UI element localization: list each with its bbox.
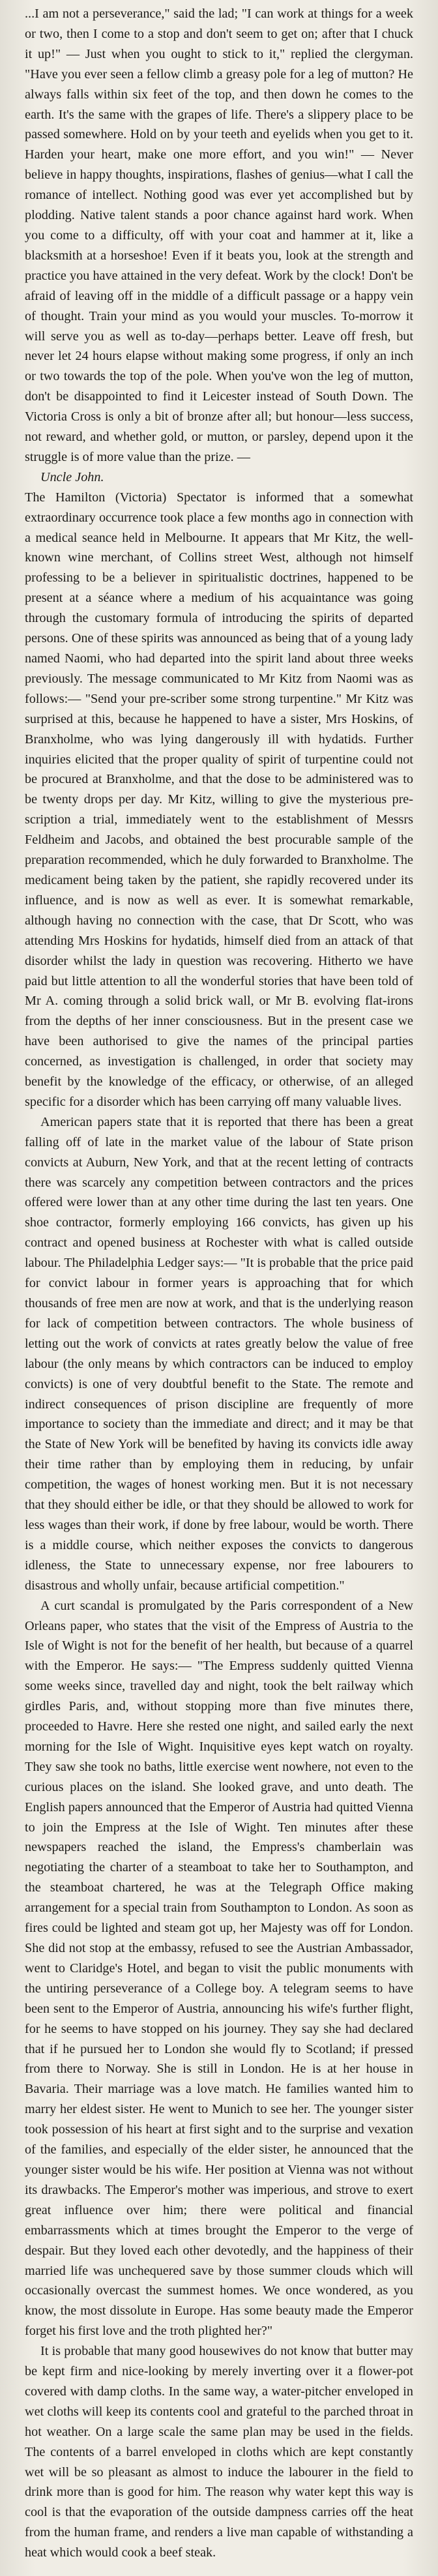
article-column — [25, 4, 413, 2563]
convict-labour-paragraph: American papers state that it is reported that there has been a great falling off of late in the market value of the labour of State prison convicts at Auburn, New York, and that at the recent letting of contracts there was scarcely any competition between contractors and the prices offered were lower than at any other time during the last ten years. One shoe contractor, formerly employing 166 convicts, has given up his contract and opened business at Rochester with what is called outside labour. The Philadelphia Ledger says:— "It is probable that the price paid for convict labour in former years is approaching that for which thousands of free men are now at work, and that is the underlying reason for lack of competition between contractors. The whole business of letting out the work of convicts at rates greatly below the value of free labour (the only means by which contractors can be induced to employ convicts) is one of very doubtful benefit to the State. The remote and indirect consequences of prison discipline are frequently of more importance to society than the immediate and direct; and it may be that the State of New York will be benefited by having its convicts idle away their time rather than by employing them in reducing, by unfair competition, the wages of honest working men. But it is not necessary that they should either be idle, or that they should be allowed to work for less wages than their work, if done by free labour, would be worth. There is a middle course, which neither exposes the convicts to dangerous idleness, the State to unnecessary expense, nor free labourers to disastrous and wholly unfair, because artificial competition." — [25, 1114, 413, 1593]
perseverance-paragraph: ...I am not a perseverance," said the lad; "I can work at things for a week or two, then I come to a stop and don't seem to get on; after that I chuck it up!" — Just when you ought to stick to it," replied the clergyman. "Have you ever seen a fellow climb a greasy pole for a leg of mutton? He always falls within six feet of the top, and then down he comes to the earth. It's the same with the grapes of life. There's a slippery place to be passed somewhere. Hold on by your teeth and eyelids when you get to it. Harden your heart, make one more effort, and you win!" — Never believe in happy thoughts, inspirations, flashes of genius—what I call the romance of intellect. Nothing good was ever yet accomplished but by plodding. Native talent stands a poor chance against hard work. When you come to a difficulty, off with your coat and hammer at it, like a blacksmith at a horseshoe! Even if it beats you, look at the strength and practice you have attained in the very defeat. Work by the clock! Don't be afraid of leaving off in the middle of a difficult passage or a happy vein of thought. Train your mind as you would your muscles. To-morrow it will serve you as well as to-day—perhaps better. Leave off fresh, but never let 24 hours elapse without making some progress, if only an inch or two towards the top of the pole. When you've won the leg of mutton, don't be disappointed to find it Leicester instead of South Down. The Victoria Cross is only a bit of bronze after all; but honour—less success, not reward, and whether gold, or mutton, or parsley, depend upon it the struggle is of more value than the prize. — — [25, 7, 413, 464]
empress-paragraph: A curt scandal is promulgated by the Paris correspondent of a New Orleans paper, who states that the visit of the Empress of Austria to the Isle of Wight is not for the benefit of her health, but because of a quarrel with the Emperor. He says:— "The Empress suddenly quitted Vienna some weeks since, travelled day and night, took the belt railway which girdles Paris, and, without stopping more than five minutes there, proceeded to Havre. Here she rested one night, and sailed early the next morning for the Isle of Wight. Inquisitive eyes kept watch on royalty. They saw she took no baths, little exercise went nowhere, not even to the curious places on the island. She looked grave, and unto death. The English papers announced that the Emperor of Austria had quitted Vienna to join the Empress at the Isle of Wight. Ten minutes after these newspapers reached the island, the Empress's chamberlain was negotiating the charter of a steamboat to take her to Southampton, and the steamboat chartered, he was at the Telegraph Office making arrangement for a special train from Southampton to London. As soon as fires could be lighted and steam got up, her Majesty was off for London. She did not stop at the embassy, refused to see the Austrian Ambassador, went to Claridge's Hotel, and began to visit the public monuments with the untiring perseverance of a College boy. A telegram seems to have been sent to the Emperor of Austria, announcing his wife's further flight, for he seems to have stopped on his journey. They say she had declared that if he pursued her to London she would fly to Scotland; if pressed from there to Norway. She is still in London. He is at her house in Bavaria. Their marriage was a love match. He families wanted him to marry her eldest sister. He went to Munich to see her. The younger sister took possession of his heart at first sight and to the surprise and vexation of the families, and especially of the elder sister, he announced that the younger sister would be his wife. Her position at Vienna was not without its drawbacks. The Emperor's mother was imperious, and strove to exert great influence over him; there were political and financial embarrassments which at times brought the Emperor to the verge of despair. But they loved each other devotedly, and the happiness of their married life was unchequered save by those summer clouds which will occasionally overcast the summest homes. We once wondered, as you know, the most dissolute in Europe. Has some beauty made the Emperor forget his first love and the troth plighted her?" — [25, 1598, 413, 2339]
spectator-paragraph: The Hamilton (Victoria) Spectator is informed that a somewhat extraordinary occurrence took place a few months ago in connection with a medical seance held in Melbourne. It appears that Mr Kitz, the well-known wine merchant, of Collins street West, although not himself professing to be a believer in spiritualistic doctrines, happened to be present at a séance where a medium of his acquaintance was going through the customary formula of introducing the spirits of departed persons. One of these spirits was announced as being that of a young lady named Naomi, who had departed into the spirit land about three weeks previously. The message communicated to Mr Kitz from Naomi was as follows:— "Send your pre-scriber some strong turpentine." Mr Kitz was surprised at this, because he happened to have a sister, Mrs Hoskins, of Branxholme, who was lying dangerously ill with hydatids. Further inquiries elicited that the proper quality of spirit of turpentine could not be procured at Branxholme, and that the dose to be administered was to be twenty drops per day. Mr Kitz, willing to give the mysterious pre-scription a trial, immediately went to the establishment of Messrs Feldheim and Jacobs, and obtained the best procurable sample of the preparation recommended, which he duly forwarded to Branxholme. The medicament being taken by the patient, she rapidly recovered under its influence, and is now as well as ever. It is somewhat remarkable, although having no connection with the case, that Dr Scott, who was attending Mrs Hoskins for hydatids, himself died from an attack of that disorder whilst the lady in question was recovering. Hitherto we have paid but little attention to all the wonderful stories that have been told of Mr A. coming through a solid brick wall, or Mr B. evolving flat-irons from the depths of her inner consciousness. But in the present case we have been authorised to give the names of the principal parties concerned, as investigation is challenged, in order that society may benefit by the knowledge of the efficacy, or otherwise, of an alleged specific for a disorder which has been carrying off many valuable lives. — [25, 490, 413, 1109]
signature: Uncle John. — [40, 469, 104, 484]
butter-paragraph: It is probable that many good housewives do not know that butter may be kept firm and nice-looking by merely inverting over it a flower-pot covered with damp cloths. In the same way, a water-pitcher enveloped in wet cloths will keep its contents cool and grateful to the parched throat in hot weather. On a large scale the same plan may be used in the fields. The contents of a barrel enveloped in cloths which are kept constantly wet will be so pleasant as almost to induce the labourer in the field to drink more than is good for him. The reason why water kept this way is cool is that the evaporation of the outside dampness carries off the heat from the human frame, and renders a live man capable of withstanding a heat which would cook a beef steak. — [25, 2344, 413, 2560]
